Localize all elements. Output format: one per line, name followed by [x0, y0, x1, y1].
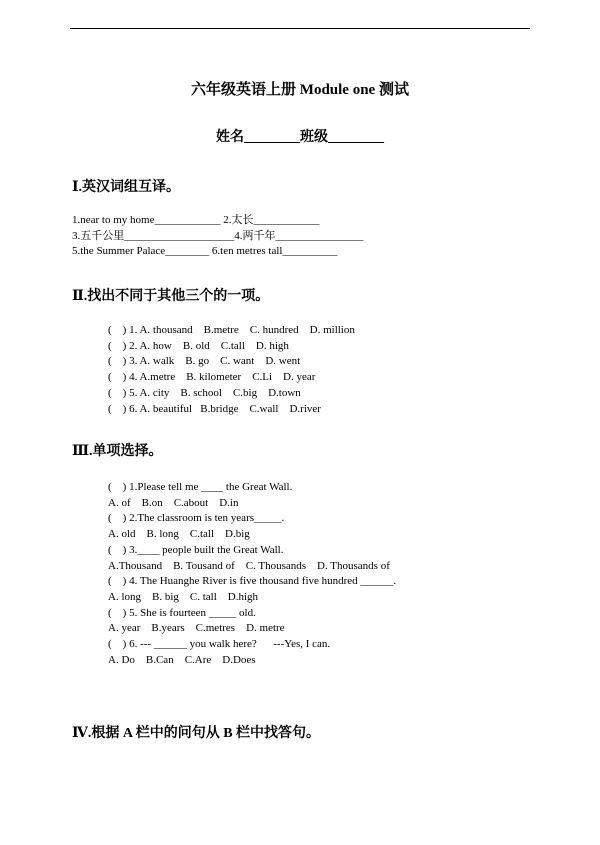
options-line: A.Thousand B. Tousand of C. Thousands D. Thousands of	[108, 559, 390, 572]
section-2-heading: Ⅱ.找出不同于其他三个的一项。	[72, 289, 270, 304]
section-1-line: 5.the Summer Palace________ 6.ten metres tall__________	[72, 245, 338, 258]
class-blank: ________	[328, 130, 384, 145]
student-info	[0, 126, 600, 146]
section-1-line: 3.五千公里____________________4.两千年________________	[72, 229, 364, 242]
page-title: 六年级英语上册 Module one 测试	[191, 82, 409, 98]
name-blank: ________	[244, 130, 300, 145]
section-1-line: 1.near to my home____________ 2.太长____________	[72, 214, 320, 226]
question-line: ( ) 2. A. how B. old C.tall D. high	[108, 339, 289, 352]
class-label: 班级	[300, 130, 328, 145]
question-line: ( ) 6. A. beautiful B.bridge C.wall D.river	[108, 402, 321, 415]
top-rule	[70, 28, 530, 29]
section-3-heading: Ⅲ.单项选择。	[72, 444, 163, 459]
question-line: ( ) 4. The Huanghe River is five thousand five hundred ______.	[108, 575, 397, 588]
section-1-heading: Ⅰ.英汉词组互译。	[72, 180, 181, 195]
options-line: A. long B. big C. tall D.high	[108, 590, 259, 603]
question-line: ( ) 1. A. thousand B.metre C. hundred D. million	[108, 324, 355, 336]
question-line: ( ) 6. --- ______ you walk here? ---Yes, I can.	[108, 638, 331, 651]
section-3-lines	[108, 480, 396, 668]
question-line: ( ) 4. A.metre B. kilometer C.Li D. year	[108, 371, 316, 384]
options-line: A. year B.years C.metres D. metre	[108, 622, 285, 635]
question-line: ( ) 5. A. city B. school C.big D.town	[108, 386, 301, 399]
name-label: 姓名	[216, 130, 244, 145]
question-line: ( ) 2.The classroom is ten years_____.	[108, 512, 285, 525]
question-line: ( ) 3.____ people built the Great Wall.	[108, 543, 284, 556]
question-line: ( ) 1.Please tell me ____ the Great Wall.	[108, 481, 293, 493]
question-line: ( ) 3. A. walk B. go C. want D. went	[108, 355, 301, 368]
section-1-lines	[72, 213, 364, 260]
section-2-lines	[108, 323, 355, 417]
section-4-heading: Ⅳ.根据 A 栏中的问句从 B 栏中找答句。	[72, 726, 321, 741]
options-line: A. old B. long C.tall D.big	[108, 528, 250, 541]
options-line: A. Do B.Can C.Are D.Does	[108, 653, 256, 666]
options-line: A. of B.on C.about D.in	[108, 496, 239, 509]
question-line: ( ) 5. She is fourteen _____ old.	[108, 606, 256, 619]
